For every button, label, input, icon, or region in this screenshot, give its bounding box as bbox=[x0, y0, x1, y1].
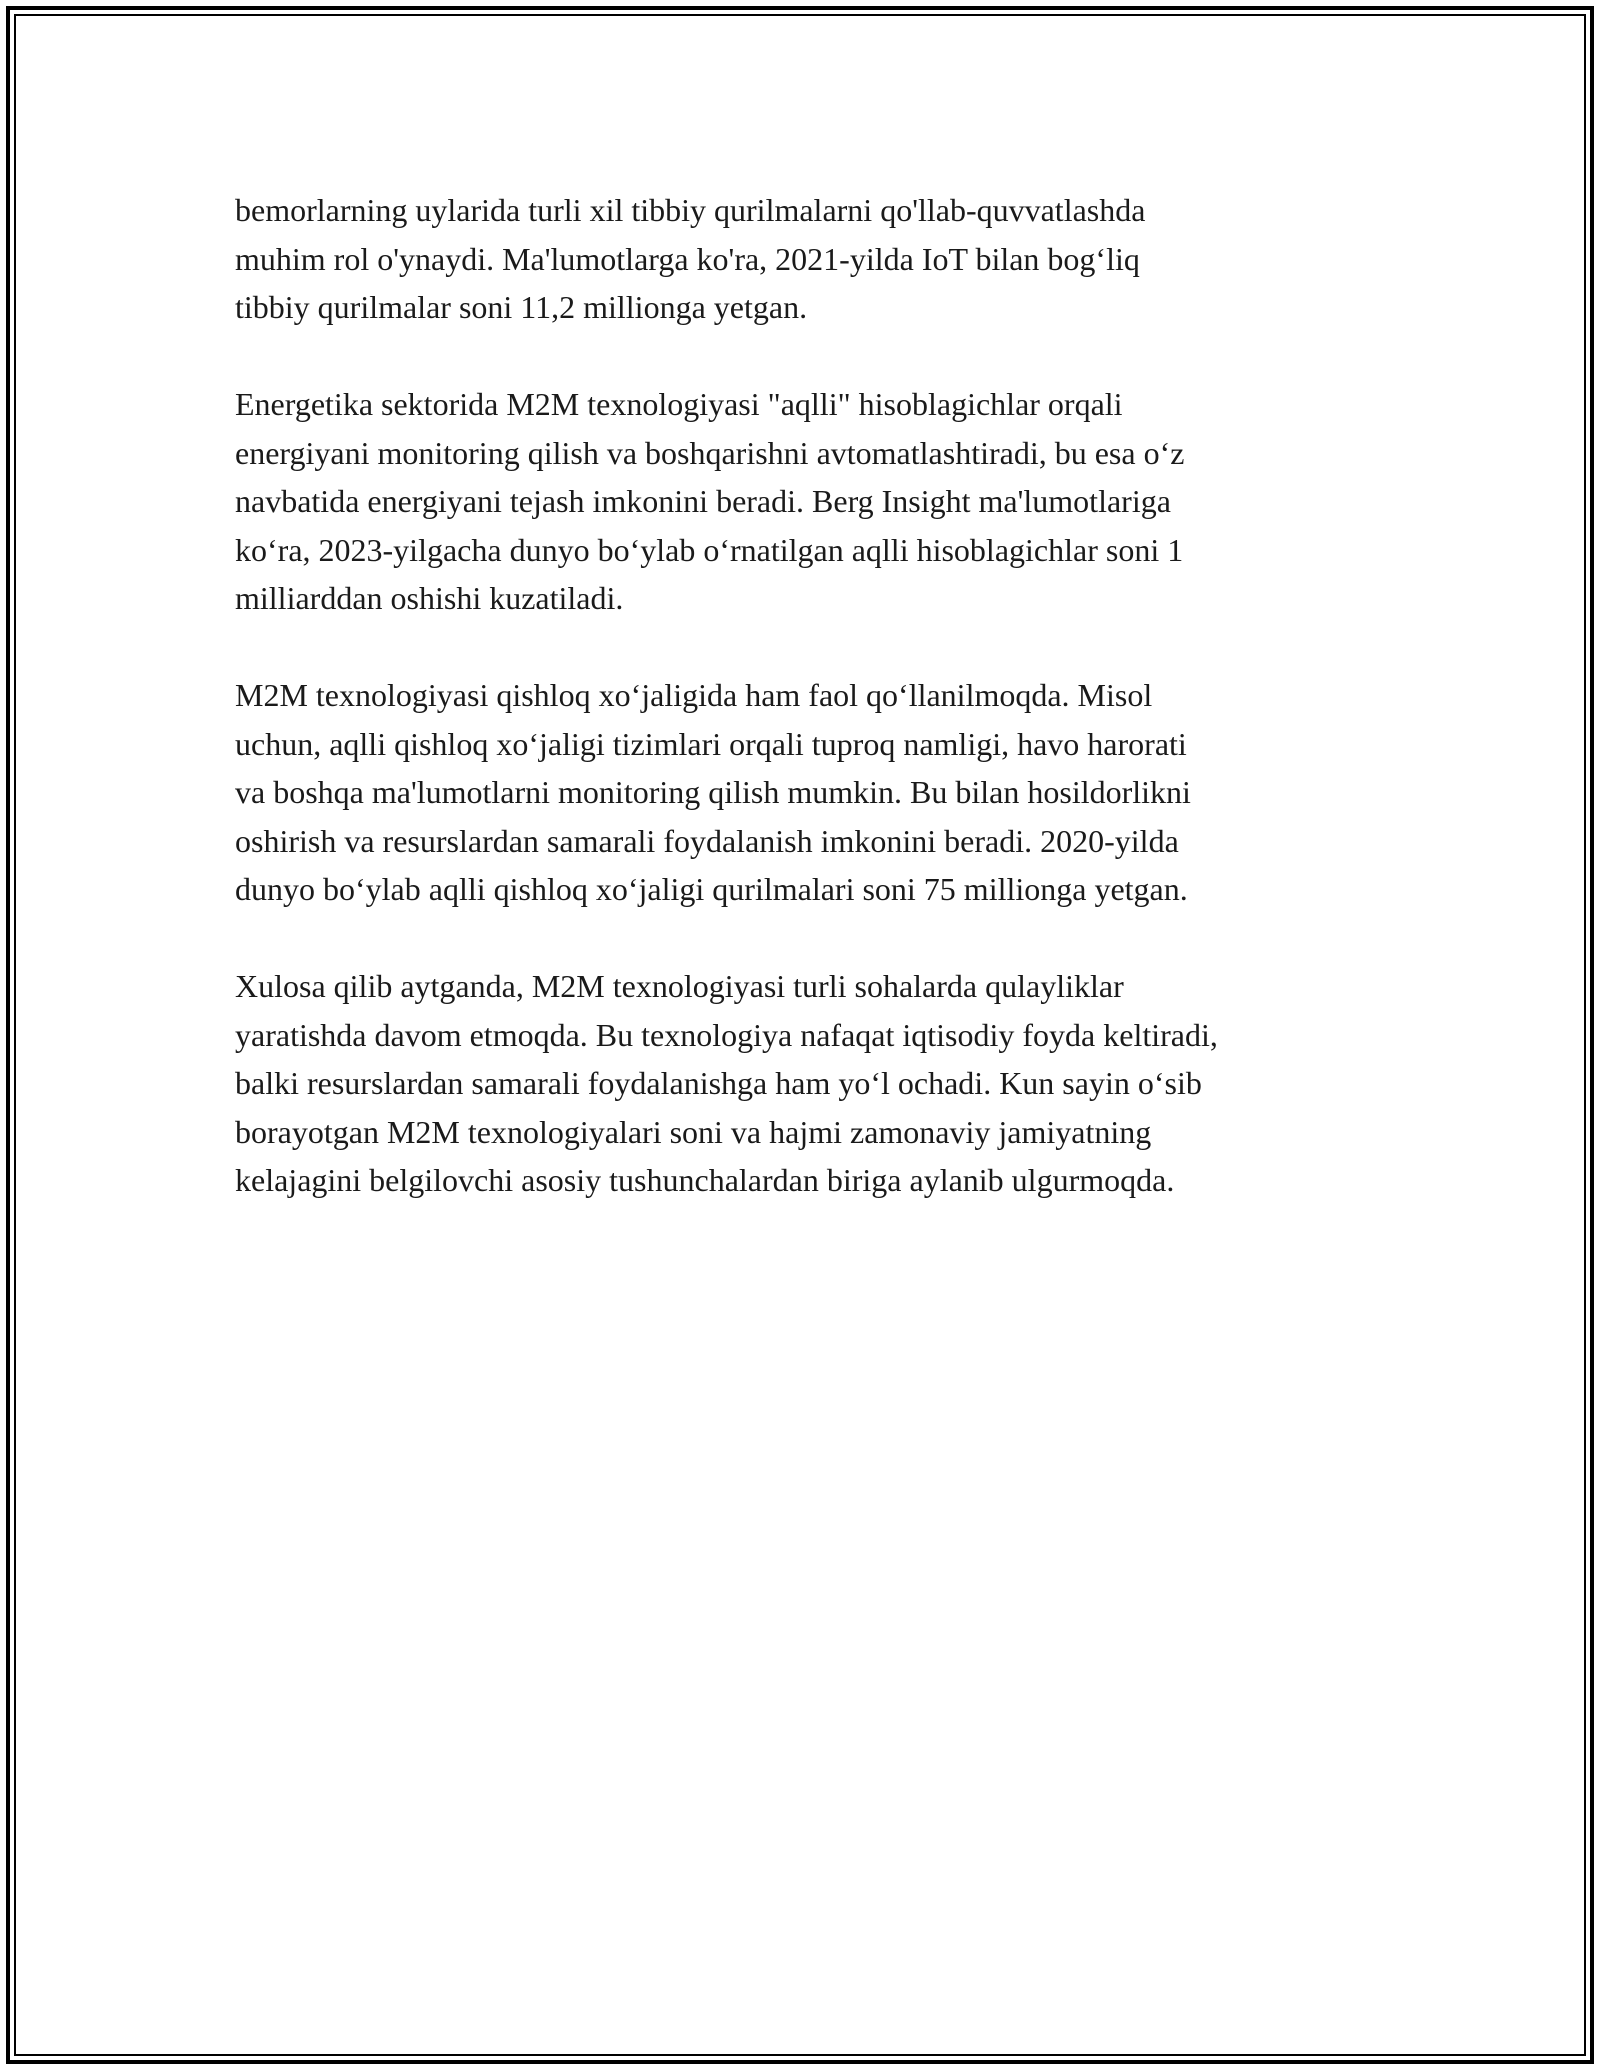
paragraph-conclusion bbox=[235, 962, 1415, 1205]
text-line: dunyo bo‘ylab aqlli qishloq xo‘jaligi qurilmalari soni 75 millionga yetgan. bbox=[235, 871, 1188, 907]
text-line: Energetika sektorida M2M texnologiyasi "aqlli" hisoblagichlar orqali bbox=[235, 386, 1123, 422]
text-line: navbatida energiyani tejash imkonini beradi. Berg Insight ma'lumotlariga bbox=[235, 483, 1171, 519]
text-line: oshirish va resurslardan samarali foydalanish imkonini beradi. 2020-yilda bbox=[235, 822, 1179, 859]
text-line: M2M texnologiyasi qishloq xo‘jaligida ham faol qo‘llanilmoqda. Misol bbox=[235, 677, 1153, 713]
text-line: yaratishda davom etmoqda. Bu texnologiya nafaqat iqtisodiy foyda keltiradi, bbox=[235, 1016, 1218, 1053]
text-line: uchun, aqlli qishloq xo‘jaligi tizimlari orqali tuproq namligi, havo harorati bbox=[235, 725, 1187, 762]
text-line: muhim rol o'ynaydi. Ma'lumotlarga ko'ra, 2021-yilda IoT bilan bog‘liq bbox=[235, 240, 1140, 277]
text-line: energiyani monitoring qilish va boshqarishni avtomatlashtiradi, bu esa o‘z bbox=[235, 434, 1185, 471]
paragraph-medical-devices bbox=[235, 186, 1415, 332]
text-line: tibbiy qurilmalar soni 11,2 millionga yetgan. bbox=[235, 289, 808, 325]
text-line: ko‘ra, 2023-yilgacha dunyo bo‘ylab o‘rnatilgan aqlli hisoblagichlar soni 1 bbox=[235, 531, 1184, 568]
text-line: kelajagini belgilovchi asosiy tushunchalardan biriga aylanib ulgurmoqda. bbox=[235, 1162, 1175, 1198]
text-line: borayotgan M2M texnologiyalari soni va hajmi zamonaviy jamiyatning bbox=[235, 1113, 1152, 1150]
paragraph-agriculture bbox=[235, 671, 1415, 914]
text-line: milliarddan oshishi kuzatiladi. bbox=[235, 580, 624, 616]
paragraph-energy-sector bbox=[235, 380, 1415, 623]
text-line: Xulosa qilib aytganda, M2M texnologiyasi turli sohalarda qulayliklar bbox=[235, 968, 1124, 1004]
document-body bbox=[235, 186, 1415, 1253]
text-line: bemorlarning uylarida turli xil tibbiy qurilmalarni qo'llab-quvvatlashda bbox=[235, 192, 1146, 228]
text-line: balki resurslardan samarali foydalanishga ham yo‘l ochadi. Kun sayin o‘sib bbox=[235, 1065, 1202, 1101]
text-line: va boshqa ma'lumotlarni monitoring qilish mumkin. Bu bilan hosildorlikni bbox=[235, 774, 1191, 810]
